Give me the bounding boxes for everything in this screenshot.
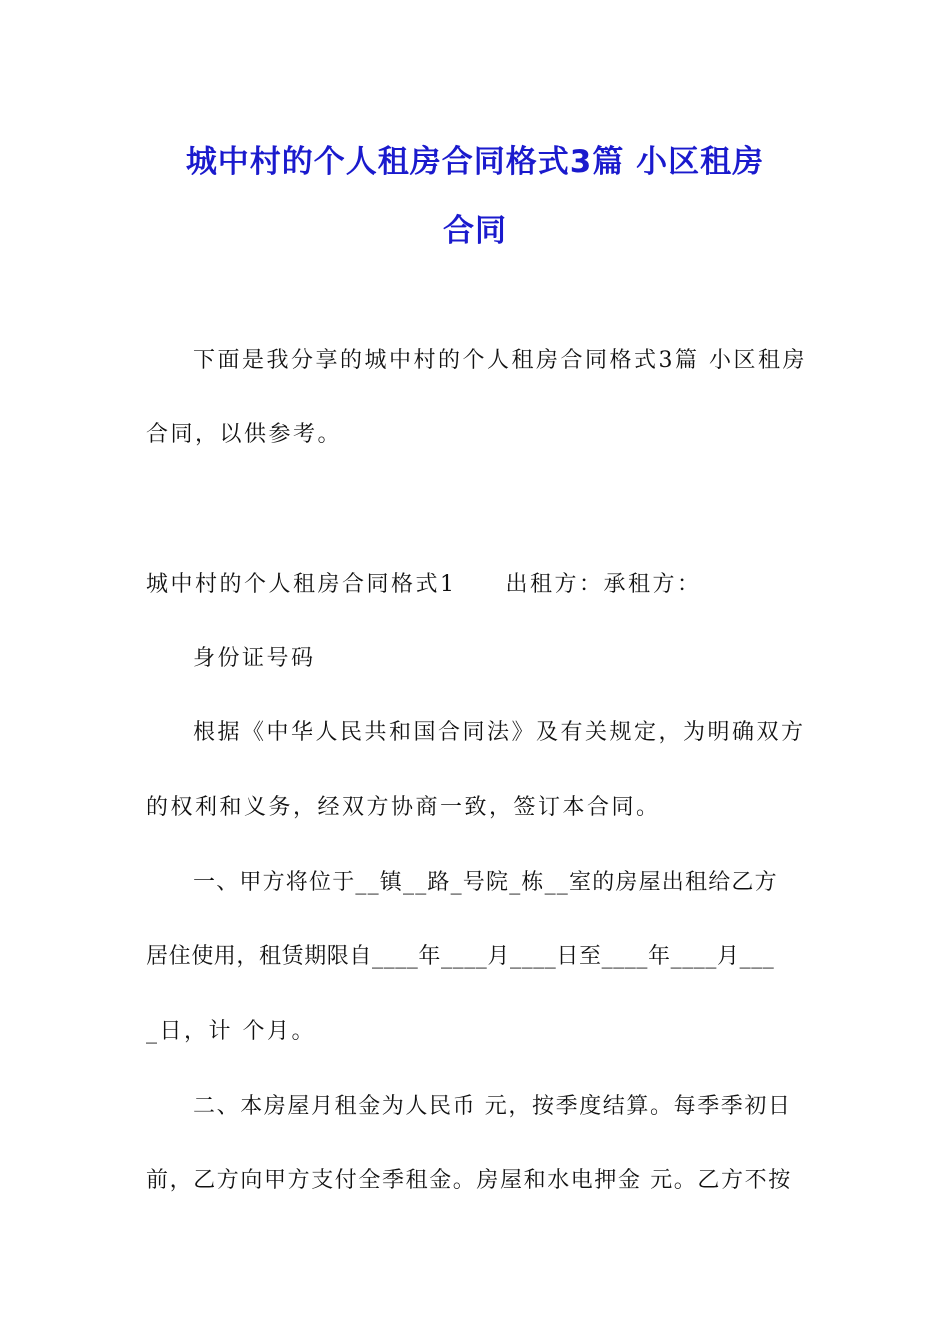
clause-2-line-1: 二、本房屋月租金为人民币 元，按季度结算。每季季初日 bbox=[193, 1094, 792, 1119]
document-title-line-1: 城中村的个人租房合同格式3篇 小区租房 bbox=[185, 144, 765, 180]
document-title-line-2: 合同 bbox=[443, 213, 507, 249]
id-number-label: 身份证号码 bbox=[193, 646, 316, 671]
clause-1-line-2: 居住使用，租赁期限自____年____月____日至____年____月___ bbox=[146, 944, 775, 969]
basis-line-1: 根据《中华人民共和国合同法》及有关规定，为明确双方 bbox=[193, 720, 806, 745]
intro-line-1: 下面是我分享的城中村的个人租房合同格式3篇 小区租房 bbox=[193, 348, 807, 373]
section-1-heading: 城中村的个人租房合同格式1 出租方：承租方： bbox=[146, 572, 702, 597]
basis-line-2: 的权利和义务，经双方协商一致，签订本合同。 bbox=[146, 795, 661, 820]
intro-line-2: 合同，以供参考。 bbox=[146, 422, 343, 447]
clause-1-line-1: 一、甲方将位于__镇__路_号院_栋__室的房屋出租给乙方 bbox=[193, 870, 778, 895]
clause-1-line-3: _日，计 个月。 bbox=[146, 1019, 316, 1044]
clause-2-line-2: 前，乙方向甲方支付全季租金。房屋和水电押金 元。乙方不按 bbox=[146, 1168, 792, 1193]
